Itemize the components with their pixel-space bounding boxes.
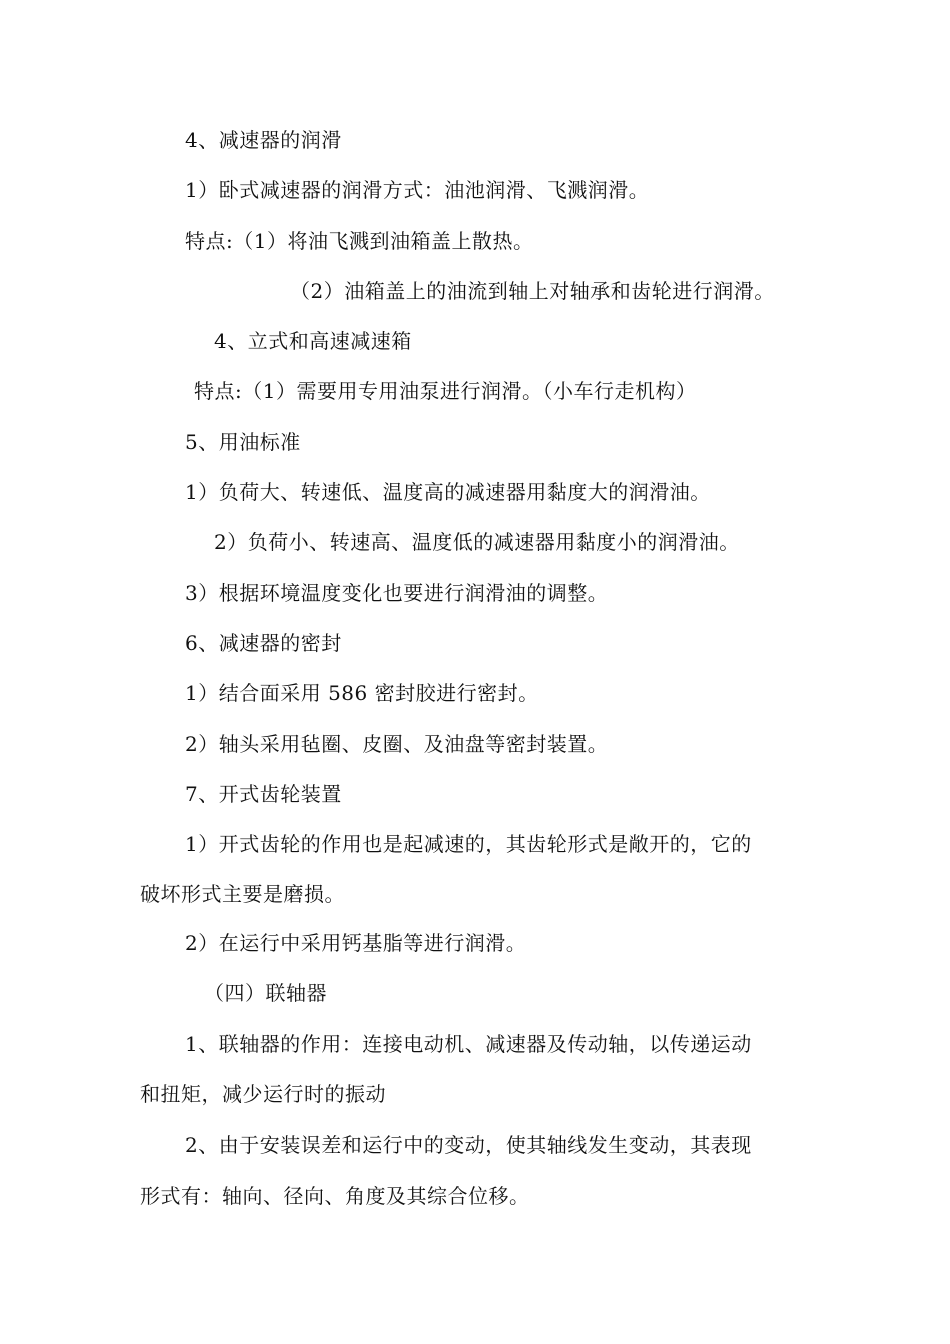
heading-vertical-reducer: 4、立式和高速减速箱: [214, 329, 412, 353]
text-line: 1）卧式减速器的润滑方式：油池润滑、飞溅润滑。: [185, 178, 650, 202]
text-line: （2）油箱盖上的油流到轴上对轴承和齿轮进行润滑。: [290, 279, 775, 303]
heading-open-gear: 7、开式齿轮装置: [185, 782, 342, 806]
heading-oil-standard: 5、用油标准: [185, 430, 301, 454]
text-line: 特点:（1）需要用专用油泵进行润滑。（小车行走机构）: [194, 379, 697, 403]
text-line: 2、由于安装误差和运行中的变动，使其轴线发生变动，其表现: [185, 1133, 752, 1157]
heading-coupling: （四）联轴器: [204, 981, 327, 1005]
text-line: 1）结合面采用 586 密封胶进行密封。: [185, 681, 539, 705]
heading-reducer-lubrication: 4、减速器的润滑: [185, 128, 342, 152]
text-line: 1、联轴器的作用：连接电动机、减速器及传动轴，以传递运动: [185, 1032, 752, 1056]
text-line: 1）开式齿轮的作用也是起减速的，其齿轮形式是敞开的，它的: [185, 832, 752, 856]
text-line: 2）轴头采用毡圈、皮圈、及油盘等密封装置。: [185, 732, 609, 756]
heading-reducer-sealing: 6、减速器的密封: [185, 631, 342, 655]
text-line: 破坏形式主要是磨损。: [140, 882, 345, 906]
text-line: 1）负荷大、转速低、温度高的减速器用黏度大的润滑油。: [185, 480, 711, 504]
text-line: 3）根据环境温度变化也要进行润滑油的调整。: [185, 581, 609, 605]
text-line: 2）在运行中采用钙基脂等进行润滑。: [185, 931, 527, 955]
text-line: 和扭矩，减少运行时的振动: [140, 1082, 386, 1106]
text-line: 2）负荷小、转速高、温度低的减速器用黏度小的润滑油。: [214, 530, 740, 554]
text-line: 形式有：轴向、径向、角度及其综合位移。: [140, 1184, 530, 1208]
text-line: 特点:（1）将油飞溅到油箱盖上散热。: [185, 229, 534, 253]
